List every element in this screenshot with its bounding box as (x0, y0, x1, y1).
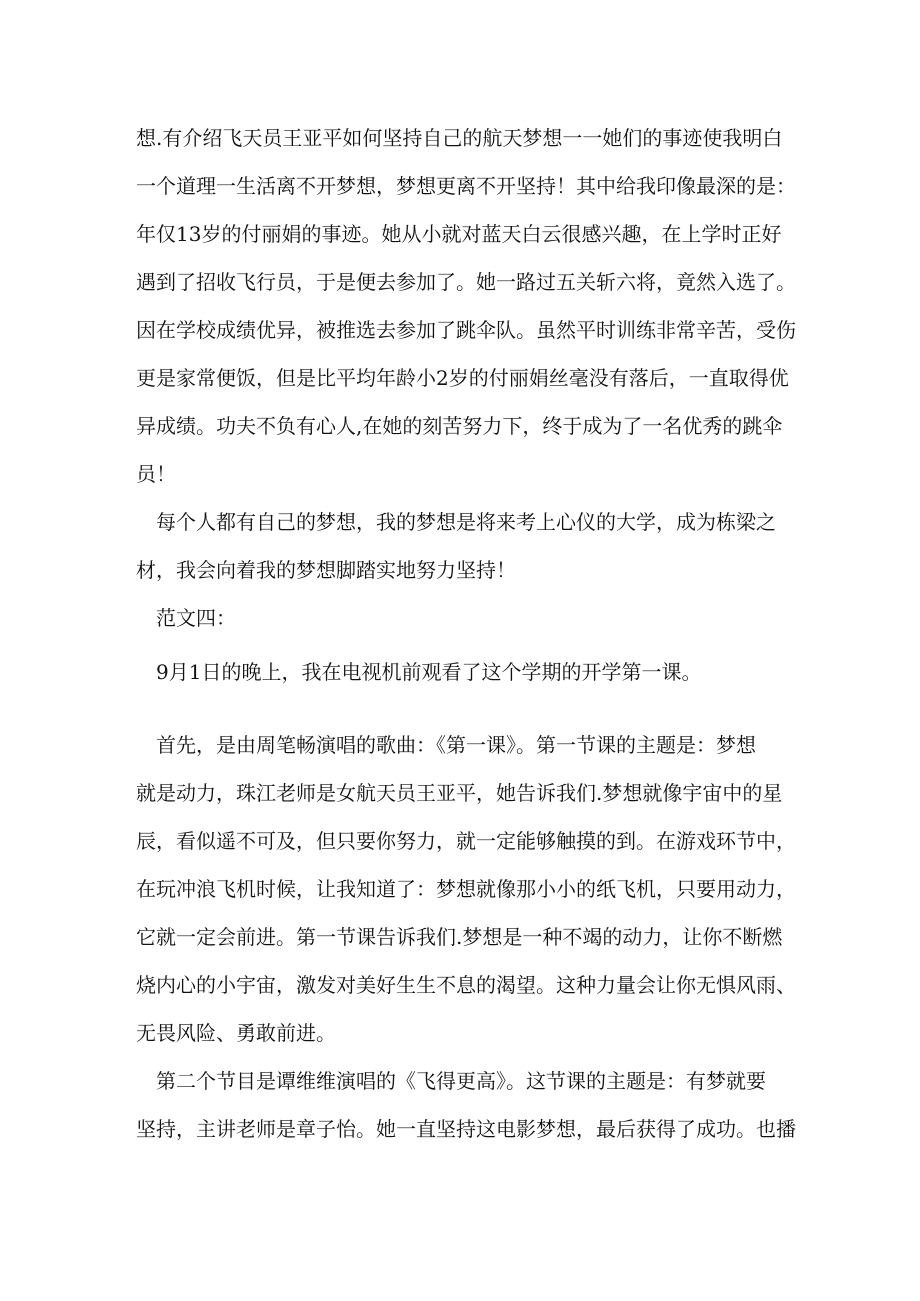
text-line: 首先，是由周笔畅演唱的歌曲：《第一课》。第一节课的主题是：梦想 (156, 733, 756, 757)
section-heading: 范文四： (156, 606, 236, 630)
text-line: 遇到了招收飞行员，于是便去参加了。她一路过五关斩六将，竟然入选了。 (136, 270, 796, 294)
text-line: 员！ (136, 462, 176, 486)
text-line: 材，我会向着我的梦想脚踏实地努力坚持！ (136, 558, 516, 582)
text-line: 烧内心的小宇宙，激发对美好生生不息的渴望。这种力量会让你无惧风雨、 (136, 973, 796, 997)
text-line: 它就一定会前进。第一节课告诉我们.梦想是一种不竭的动力，让你不断燃 (136, 925, 783, 949)
text-line: 更是家常便饭，但是比平均年龄小2岁的付丽娟丝毫没有落后，一直取得优 (136, 366, 789, 390)
text-line: 无畏风险、勇敢前进。 (136, 1021, 336, 1045)
text-line: 异成绩。功夫不负有心人,在她的刻苦努力下，终于成为了一名优秀的跳伞 (136, 414, 783, 438)
text-line: 在玩冲浪飞机时候，让我知道了：梦想就像那小小的纸飞机，只要用动力， (136, 877, 796, 901)
text-line: 一个道理一生活离不开梦想，梦想更离不开坚持！其中给我印像最深的是： (136, 174, 796, 198)
text-line: 坚持，主讲老师是章子怡。她一直坚持这电影梦想，最后获得了成功。也播 (136, 1117, 796, 1141)
text-line: 第二个节目是谭维维演唱的《飞得更高》。这节课的主题是：有梦就要 (156, 1069, 766, 1093)
text-line: 想.有介绍飞天员王亚平如何坚持自己的航天梦想一一她们的事迹使我明白 (136, 126, 783, 150)
text-line: 每个人都有自己的梦想，我的梦想是将来考上心仪的大学，成为栋梁之 (156, 510, 776, 534)
text-line: 9月1日的晚上，我在电视机前观看了这个学期的开学第一课。 (156, 660, 702, 684)
text-line: 年仅13岁的付丽娟的事迹。她从小就对蓝天白云很感兴趣，在上学时正好 (136, 222, 782, 246)
text-line: 辰，看似遥不可及，但只要你努力，就一定能够触摸的到。在游戏环节中， (136, 829, 796, 853)
text-line: 就是动力，珠江老师是女航天员王亚平，她告诉我们.梦想就像宇宙中的星 (136, 781, 783, 805)
text-line: 因在学校成绩优异，被推选去参加了跳伞队。虽然平时训练非常辛苦，受伤 (136, 318, 796, 342)
